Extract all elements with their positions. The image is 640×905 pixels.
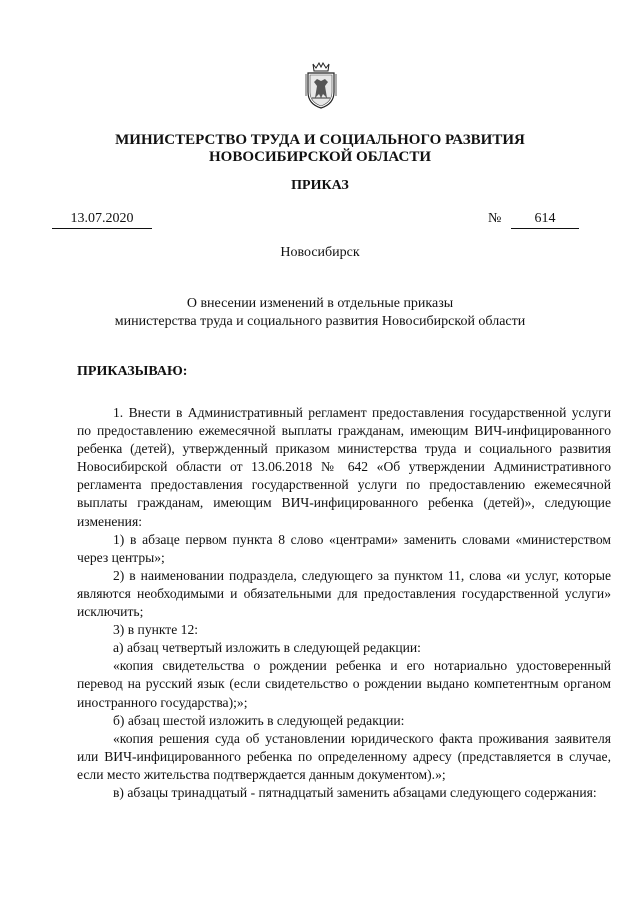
paragraph: в) абзацы тринадцатый - пятнадцатый заменить абзацами следующего содержания: [113,784,597,800]
coat-of-arms-icon [304,60,338,110]
document-date: 13.07.2020 [52,211,152,229]
paragraph: 1. Внести в Административный регламент предоставления государственной услуги по предоставлению ежемесячной выплаты гражданам, имеющим ВИЧ-инфицированного ребенка (детей), утвержденный приказом министерства труда и социального развития Новосибирской области от 13.06.2018 № 642 «Об утверждении Административного регламента предоставления государственной услуги по предоставлению ежемесячной выплаты гражданам, имеющим ВИЧ-инфицированного ребенка (детей)», следующие изменения: [77,405,611,529]
document-body [77,404,611,802]
subject-line2: министерства труда и социального развития Новосибирской области [114,314,526,329]
document-type: ПРИКАЗ [291,178,349,193]
document-number: 614 [511,211,579,229]
paragraph: 2) в наименовании подраздела, следующего за пунктом 11, слова «и услуг, которые являются необходимыми и обязательными для предоставления государственной услуги» исключить; [77,567,611,620]
paragraph: «копия решения суда об установлении юридического факта проживания заявителя или ВИЧ-инфицированного ребенка по определенному адресу (представляется в случае, если место жительства подтверждается данным документом).»; [77,730,611,782]
paragraph: а) абзац четвертый изложить в следующей редакции: [113,640,421,656]
paragraph: «копия свидетельства о рождении ребенка и его нотариально удостоверенный перевод на русский язык (если свидетельство о рождении выдано компетентным органом иностранного государства);»; [77,658,611,710]
number-label: № [488,211,502,226]
order-heading: ПРИКАЗЫВАЮ: [77,364,188,379]
city: Новосибирск [280,245,360,260]
paragraph: б) абзац шестой изложить в следующей редакции: [113,712,405,728]
subject-line1: О внесении изменений в отдельные приказы [186,296,454,311]
paragraph: 1) в абзаце первом пункта 8 слово «центрами» заменить словами «министерством через центры»; [77,531,611,565]
paragraph: 3) в пункте 12: [113,622,199,638]
ministry-title-line1: МИНИСТЕРСТВО ТРУДА И СОЦИАЛЬНОГО РАЗВИТИЯ [115,132,525,148]
ministry-title [0,132,640,166]
document-subject [0,295,640,331]
ministry-title-line2: НОВОСИБИРСКОЙ ОБЛАСТИ [208,149,432,165]
